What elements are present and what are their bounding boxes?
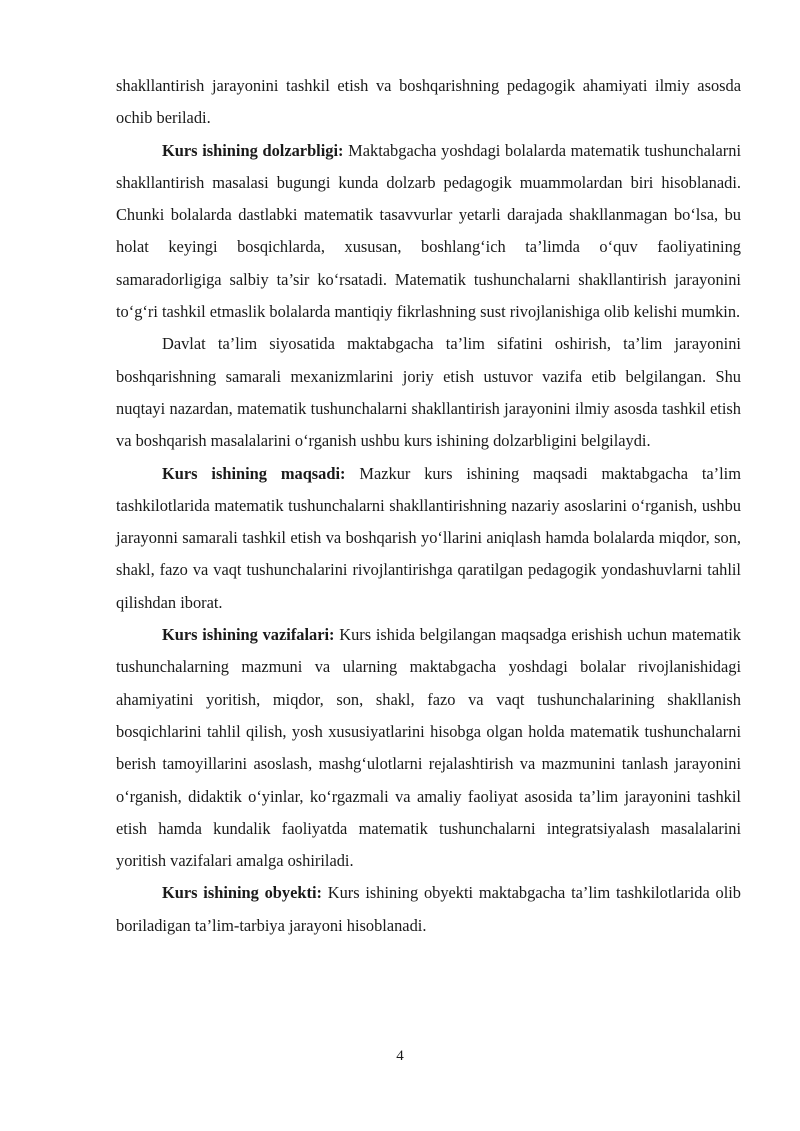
paragraph-heading-relevance: Kurs ishining dolzarbligi: xyxy=(162,140,344,160)
paragraph-heading-object: Kurs ishining obyekti: xyxy=(162,883,322,903)
document-body xyxy=(116,70,741,942)
paragraph-text: Kurs ishida belgilangan maqsadga erishish uchun matematik tushunchalarning mazmuni va ularning maktabgacha yoshdagi bolalar rivojlanishidagi ahamiyatini yoritish, miqdor, son, shakl, fazo va vaqt tushunchalarining shakllanish bosqichlarini tahlil qilish, yosh xususiyatlarini hisobga olgan holda matematik tushunchalarni berish tamoyillarini asoslash, mashg‘ulotlarni rejalashtirish va mazmunini tanlash jarayonini o‘rganish, didaktik o‘yinlar, ko‘rgazmali va amaliy faoliyat asosida ta’lim jarayonini tashkil etish hamda kundalik faoliyatda matematik tushunchalarni integratsiyalash masalalarini yoritish vazifalari amalga oshiriladi. xyxy=(116,625,741,871)
page-number: 4 xyxy=(396,1048,404,1064)
paragraph-text: Kurs ishining obyekti maktabgacha ta’lim tashkilotlarida olib boriladigan ta’lim-tarbiya jarayoni hisoblanadi. xyxy=(116,883,741,935)
paragraph-heading-purpose: Kurs ishining maqsadi: xyxy=(162,463,346,483)
paragraph-heading-tasks: Kurs ishining vazifalari: xyxy=(162,625,335,645)
paragraph-state-policy xyxy=(116,328,741,457)
paragraph-object xyxy=(116,877,741,942)
paragraph-text: shakllantirish jarayonini tashkil etish va boshqarishning pedagogik ahamiyati ilmiy asosda ochib beriladi. xyxy=(116,76,741,128)
paragraph-tasks xyxy=(116,619,741,877)
paragraph-intro-continuation xyxy=(116,70,741,135)
paragraph-text: Davlat ta’lim siyosatida maktabgacha ta’lim sifatini oshirish, ta’lim jarayonini boshqarishning samarali mexanizmlarini joriy etish ustuvor vazifa etib belgilangan. Shu nuqtayi nazardan, matematik tushunchalarni shakllantirish jarayonini ilmiy asosda tashkil etish va boshqarish masalalarini o‘rganish ushbu kurs ishining dolzarbligini belgilaydi. xyxy=(116,334,741,451)
paragraph-purpose xyxy=(116,458,741,619)
paragraph-text: Mazkur kurs ishining maqsadi maktabgacha ta’lim tashkilotlarida matematik tushunchalarni shakllantirishning nazariy asoslarini o‘rganish, ushbu jarayonni samarali tashkil etish va boshqarish yo‘llarini aniqlash hamda bolalarda miqdor, son, shakl, fazo va vaqt tushunchalarini rivojlantirishga qaratilgan pedagogik yondashuvlarni tahlil qilishdan iborat. xyxy=(116,463,741,612)
paragraph-text: Maktabgacha yoshdagi bolalarda matematik tushunchalarni shakllantirish masalasi bugungi kunda dolzarb pedagogik muammolardan biri hisoblanadi. Chunki bolalarda dastlabki matematik tasavvurlar yetarli darajada shakllanmagan bo‘lsa, bu holat keyingi bosqichlarda, xususan, boshlang‘ich ta’limda o‘quv faoliyatining samaradorligiga salbiy ta’sir ko‘rsatadi. Matematik tushunchalarni shakllantirish jarayonini to‘g‘ri tashkil etmaslik bolalarda mantiqiy fikrlashning sust rivojlanishiga olib kelishi mumkin. xyxy=(116,140,741,322)
paragraph-relevance xyxy=(116,135,741,329)
